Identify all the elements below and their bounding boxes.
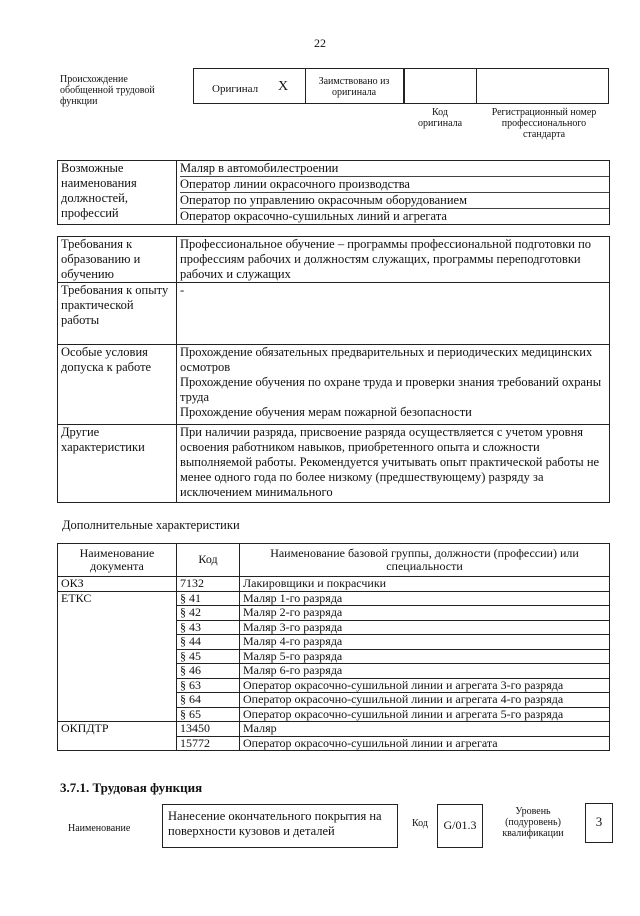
code-original-cell	[404, 68, 477, 104]
table-cell-name: Маляр 3-го разряда	[240, 620, 610, 635]
experience-value: -	[177, 283, 610, 345]
requirements-table	[57, 236, 610, 503]
job-titles-list	[177, 161, 610, 225]
admission-line: Прохождение обучения мерам пожарной безопасности	[180, 405, 472, 419]
table-cell-name: Маляр 5-го разряда	[240, 649, 610, 664]
table-cell-name: Маляр 4-го разряда	[240, 635, 610, 650]
header-code: Код	[177, 544, 240, 577]
table-cell-code: 13450	[177, 722, 240, 737]
admission-label: Особые условия допуска к работе	[58, 345, 177, 425]
table-cell-name: Оператор окрасочно-сушильной линии и агрегата	[240, 736, 610, 751]
table-cell-code: § 65	[177, 707, 240, 722]
table-cell-name: Оператор окрасочно-сушильной линии и агрегата 5-го разряда	[240, 707, 610, 722]
table-cell-code: § 64	[177, 693, 240, 708]
labor-function-name-value: Нанесение окончательного покрытия на поверхности кузовов и деталей	[168, 809, 382, 838]
borrowed-option-label: Заимствовано из оригинала	[318, 76, 390, 98]
table-cell-code: 15772	[177, 736, 240, 751]
header-name: Наименование базовой группы, должности (профессии) или специальности	[240, 544, 610, 577]
table-cell-name: Маляр 2-го разряда	[240, 606, 610, 621]
admission-line: Прохождение обучения по охране труда и проверки знания требований охраны труда	[180, 375, 602, 404]
table-cell-code: § 63	[177, 678, 240, 693]
other-characteristics-value: При наличии разряда, присвоение разряда осуществляется с учетом уровня освоения работником навыков, приобретенного опыта и сложности выполняемой работы. Рекомендуется учитывать опыт практической работы не менее одного года по более низкому (предшествующему) разряду за исключением минимального	[177, 425, 610, 503]
table-cell-name: Оператор окрасочно-сушильной линии и агрегата 3-го разряда	[240, 678, 610, 693]
original-option-label: Оригинал	[212, 83, 259, 95]
admission-line: Прохождение обязательных предварительных и периодических медицинских осмотров	[180, 345, 593, 374]
table-cell-name: Маляр 6-го разряда	[240, 664, 610, 679]
qualification-level-value: 3	[595, 814, 603, 829]
job-title-item: Маляр в автомобилестроении	[180, 161, 609, 177]
job-title-item: Оператор окрасочно-сушильных линий и агрегата	[180, 209, 447, 223]
doc-okpdtr: ОКПДТР	[58, 722, 177, 751]
labor-function-code-value: G/01.3	[443, 818, 477, 832]
admission-value	[177, 345, 610, 425]
table-cell-name: Маляр 1-го разряда	[240, 591, 610, 606]
table-cell-code: § 46	[177, 664, 240, 679]
table-cell-code: § 44	[177, 635, 240, 650]
qualification-level-label: Уровень (подуровень) квалификации	[502, 806, 564, 839]
job-titles-table	[57, 160, 610, 225]
reg-number-caption: Регистрационный номер профессионального стандарта	[491, 107, 597, 140]
job-title-item: Оператор линии окрасочного производства	[180, 177, 609, 193]
labor-function-heading: 3.7.1. Трудовая функция	[60, 780, 203, 795]
header-document: Наименование документа	[58, 544, 177, 577]
labor-function-name-label: Наименование	[68, 823, 131, 834]
additional-characteristics-table	[57, 543, 610, 751]
other-characteristics-label: Другие характеристики	[58, 425, 177, 503]
table-cell-code: § 45	[177, 649, 240, 664]
code-original-caption: Код оригинала	[417, 107, 463, 129]
additional-characteristics-title: Дополнительные характеристики	[62, 518, 240, 532]
experience-label: Требования к опыту практической работы	[58, 283, 177, 345]
origin-label: Происхождение обобщенной трудовой функции	[60, 74, 155, 107]
labor-function-code-label: Код	[412, 818, 428, 829]
education-value: Профессиональное обучение – программы профессиональной подготовки по профессиям рабочих и должностям служащих, программы переподготовки рабочих и служащих	[177, 237, 610, 283]
table-cell-name: Оператор окрасочно-сушильной линии и агрегата 4-го разряда	[240, 693, 610, 708]
table-cell-code: § 42	[177, 606, 240, 621]
education-label: Требования к образованию и обучению	[58, 237, 177, 283]
job-title-item: Оператор по управлению окрасочным оборудованием	[180, 193, 609, 209]
doc-etks: ЕТКС	[58, 591, 177, 722]
table-cell-code: 7132	[177, 577, 240, 592]
doc-okz: ОКЗ	[58, 577, 177, 592]
table-cell-name: Маляр	[240, 722, 610, 737]
table-cell-code: § 41	[177, 591, 240, 606]
table-cell-name: Лакировщики и покрасчики	[240, 577, 610, 592]
table-cell-code: § 43	[177, 620, 240, 635]
job-titles-label: Возможные наименования должностей, профессий	[58, 161, 177, 225]
original-check-mark: X	[278, 79, 289, 94]
page-number: 22	[314, 36, 326, 50]
